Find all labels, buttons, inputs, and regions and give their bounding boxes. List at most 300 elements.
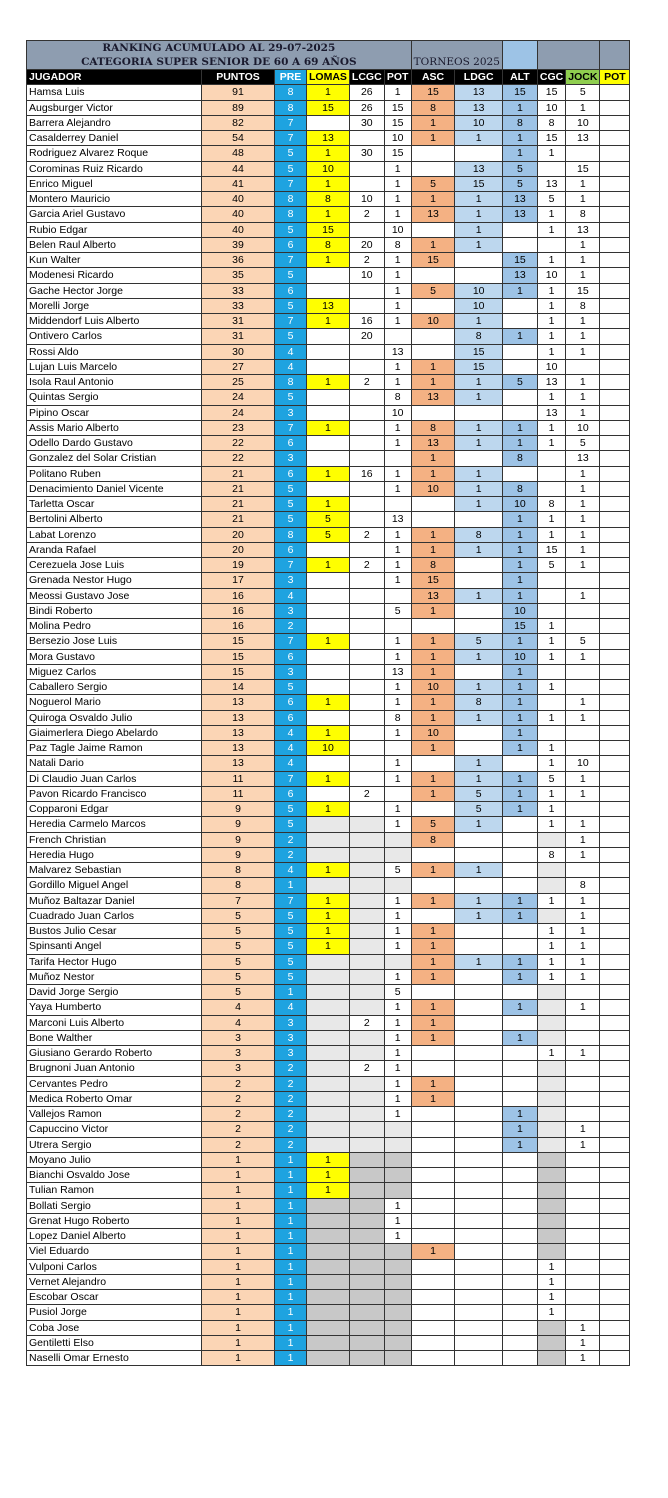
cell-alt: 1 <box>502 664 537 679</box>
cell-ldgc <box>455 1305 503 1320</box>
cell-ldgc: 1 <box>455 436 503 451</box>
cell-cgc: 1 <box>537 634 565 649</box>
cell-asc <box>411 1198 455 1213</box>
cell-alt <box>502 878 537 893</box>
cell-alt: 15 <box>502 253 537 268</box>
cell-lcgc <box>349 420 384 435</box>
cell-pre: 5 <box>275 481 307 496</box>
cell-player-name: Natali Dario <box>27 756 202 771</box>
cell-points: 16 <box>202 588 275 603</box>
cell-cgc <box>537 725 565 740</box>
cell-pot: 1 <box>384 1061 411 1076</box>
cell-points: 9 <box>202 817 275 832</box>
cell-pot2 <box>600 146 630 161</box>
ranking-table <box>26 40 630 1366</box>
cell-player-name: Bone Walther <box>27 1030 202 1045</box>
cell-pre: 6 <box>275 436 307 451</box>
cell-lcgc <box>349 680 384 695</box>
cell-alt: 10 <box>502 603 537 618</box>
cell-lcgc <box>349 222 384 237</box>
cell-lomas <box>307 359 350 374</box>
cell-alt: 13 <box>502 207 537 222</box>
cell-player-name: Heredia Carmelo Marcos <box>27 817 202 832</box>
table-row <box>27 1137 630 1152</box>
cell-lomas <box>307 1061 350 1076</box>
cell-cgc: 1 <box>537 1259 565 1274</box>
table-row <box>27 253 630 268</box>
cell-pot2 <box>600 588 630 603</box>
cell-player-name: Casalderrey Daniel <box>27 131 202 146</box>
cell-lomas <box>307 878 350 893</box>
cell-player-name: Giusiano Gerardo Roberto <box>27 1046 202 1061</box>
cell-alt: 5 <box>502 176 537 191</box>
cell-player-name: Moyano Julio <box>27 1152 202 1167</box>
cell-asc <box>411 512 455 527</box>
column-header-cgc: CGC <box>537 70 565 85</box>
cell-alt: 1 <box>502 725 537 740</box>
cell-lcgc <box>349 497 384 512</box>
cell-lcgc <box>349 588 384 603</box>
cell-pre: 5 <box>275 268 307 283</box>
cell-alt <box>502 390 537 405</box>
cell-ldgc <box>455 1046 503 1061</box>
cell-cgc <box>537 664 565 679</box>
cell-alt: 1 <box>502 573 537 588</box>
cell-player-name: Grenat Hugo Roberto <box>27 1213 202 1228</box>
cell-cgc <box>537 1229 565 1244</box>
cell-lcgc: 2 <box>349 207 384 222</box>
cell-pre: 5 <box>275 924 307 939</box>
cell-points: 27 <box>202 359 275 374</box>
cell-pot2 <box>600 939 630 954</box>
cell-asc: 1 <box>411 786 455 801</box>
cell-lomas <box>307 680 350 695</box>
cell-pot: 15 <box>384 100 411 115</box>
cell-ldgc: 1 <box>455 908 503 923</box>
cell-pot: 1 <box>384 1046 411 1061</box>
cell-asc: 1 <box>411 466 455 481</box>
cell-pot2 <box>600 237 630 252</box>
cell-asc <box>411 298 455 313</box>
cell-ldgc: 1 <box>455 375 503 390</box>
cell-pot: 5 <box>384 603 411 618</box>
table-row <box>27 436 630 451</box>
cell-lcgc <box>349 1107 384 1122</box>
cell-asc: 1 <box>411 603 455 618</box>
cell-points: 30 <box>202 344 275 359</box>
cell-cgc <box>537 237 565 252</box>
cell-lomas <box>307 283 350 298</box>
cell-cgc <box>537 588 565 603</box>
cell-lcgc: 10 <box>349 192 384 207</box>
cell-jock: 1 <box>566 786 600 801</box>
cell-pot <box>384 741 411 756</box>
cell-jock: 1 <box>566 1000 600 1015</box>
table-row <box>27 1213 630 1228</box>
cell-lomas <box>307 1244 350 1259</box>
cell-alt <box>502 1213 537 1228</box>
cell-player-name: Marconi Luis Alberto <box>27 1015 202 1030</box>
cell-asc <box>411 1046 455 1061</box>
cell-lomas <box>307 603 350 618</box>
cell-alt <box>502 344 537 359</box>
cell-pot2 <box>600 1091 630 1106</box>
cell-asc <box>411 985 455 1000</box>
cell-pre: 5 <box>275 969 307 984</box>
cell-ldgc: 1 <box>455 863 503 878</box>
cell-lomas <box>307 329 350 344</box>
cell-lomas <box>307 1198 350 1213</box>
cell-ldgc: 8 <box>455 329 503 344</box>
table-row <box>27 680 630 695</box>
cell-pot2 <box>600 1152 630 1167</box>
cell-asc: 5 <box>411 283 455 298</box>
cell-ldgc <box>455 451 503 466</box>
cell-cgc <box>537 1061 565 1076</box>
cell-alt <box>502 314 537 329</box>
cell-pre: 5 <box>275 222 307 237</box>
cell-pre: 2 <box>275 832 307 847</box>
cell-cgc <box>537 161 565 176</box>
cell-points: 54 <box>202 131 275 146</box>
cell-lomas <box>307 1320 350 1335</box>
cell-lomas: 1 <box>307 176 350 191</box>
cell-pot2 <box>600 924 630 939</box>
cell-alt: 10 <box>502 649 537 664</box>
cell-ldgc: 1 <box>455 466 503 481</box>
cell-asc <box>411 161 455 176</box>
cell-lcgc: 16 <box>349 466 384 481</box>
cell-lomas: 1 <box>307 939 350 954</box>
cell-pot2 <box>600 756 630 771</box>
cell-lomas: 1 <box>307 420 350 435</box>
cell-cgc: 1 <box>537 420 565 435</box>
cell-pot: 1 <box>384 253 411 268</box>
cell-asc: 1 <box>411 664 455 679</box>
cell-points: 11 <box>202 771 275 786</box>
cell-cgc: 1 <box>537 283 565 298</box>
cell-ldgc: 1 <box>455 497 503 512</box>
cell-pot <box>384 1320 411 1335</box>
cell-lomas: 1 <box>307 908 350 923</box>
cell-jock <box>566 1091 600 1106</box>
cell-pot: 1 <box>384 1076 411 1091</box>
cell-pot2 <box>600 253 630 268</box>
cell-pot2 <box>600 466 630 481</box>
cell-jock: 1 <box>566 939 600 954</box>
cell-jock: 5 <box>566 634 600 649</box>
table-row <box>27 558 630 573</box>
cell-lcgc <box>349 969 384 984</box>
cell-player-name: Gache Hector Jorge <box>27 283 202 298</box>
cell-cgc <box>537 1198 565 1213</box>
cell-points: 15 <box>202 649 275 664</box>
cell-jock: 1 <box>566 1137 600 1152</box>
cell-lomas <box>307 664 350 679</box>
cell-pot: 1 <box>384 314 411 329</box>
table-row <box>27 1274 630 1289</box>
cell-asc <box>411 1107 455 1122</box>
cell-player-name: Bollati Sergio <box>27 1198 202 1213</box>
cell-lomas: 13 <box>307 131 350 146</box>
cell-asc <box>411 1168 455 1183</box>
table-row <box>27 786 630 801</box>
cell-pre: 2 <box>275 1076 307 1091</box>
cell-player-name: Vernet Alejandro <box>27 1274 202 1289</box>
cell-asc <box>411 1305 455 1320</box>
cell-lomas <box>307 1259 350 1274</box>
cell-lcgc <box>349 1244 384 1259</box>
cell-asc <box>411 1137 455 1152</box>
table-row <box>27 863 630 878</box>
cell-pot2 <box>600 1198 630 1213</box>
cell-points: 2 <box>202 1076 275 1091</box>
cell-alt: 1 <box>502 1030 537 1045</box>
cell-asc: 1 <box>411 542 455 557</box>
table-row <box>27 1152 630 1167</box>
cell-ldgc: 1 <box>455 710 503 725</box>
cell-player-name: Odello Dardo Gustavo <box>27 436 202 451</box>
table-row <box>27 893 630 908</box>
cell-lcgc <box>349 847 384 862</box>
cell-pre: 1 <box>275 1290 307 1305</box>
cell-cgc <box>537 1015 565 1030</box>
cell-pre: 5 <box>275 908 307 923</box>
cell-pre: 3 <box>275 664 307 679</box>
cell-pre: 7 <box>275 634 307 649</box>
cell-points: 40 <box>202 207 275 222</box>
cell-lcgc <box>349 1351 384 1366</box>
cell-lcgc: 2 <box>349 375 384 390</box>
cell-lcgc: 2 <box>349 1015 384 1030</box>
column-header-alt: ALT <box>502 70 537 85</box>
cell-lcgc <box>349 1122 384 1137</box>
cell-pot2 <box>600 161 630 176</box>
cell-pot2 <box>600 131 630 146</box>
cell-pre: 5 <box>275 390 307 405</box>
cell-pot2 <box>600 100 630 115</box>
cell-ldgc <box>455 1107 503 1122</box>
cell-pot: 1 <box>384 1107 411 1122</box>
cell-points: 8 <box>202 878 275 893</box>
cell-cgc <box>537 908 565 923</box>
cell-jock <box>566 725 600 740</box>
cell-pre: 2 <box>275 1107 307 1122</box>
cell-cgc: 15 <box>537 85 565 100</box>
cell-jock <box>566 1015 600 1030</box>
cell-points: 2 <box>202 1091 275 1106</box>
cell-alt <box>502 939 537 954</box>
cell-pot2 <box>600 1305 630 1320</box>
cell-lcgc <box>349 924 384 939</box>
cell-player-name: Di Claudio Juan Carlos <box>27 771 202 786</box>
cell-cgc: 5 <box>537 192 565 207</box>
cell-pot2 <box>600 725 630 740</box>
cell-pot2 <box>600 329 630 344</box>
cell-pre: 7 <box>275 176 307 191</box>
cell-jock: 8 <box>566 207 600 222</box>
cell-pot <box>384 1152 411 1167</box>
cell-pot2 <box>600 115 630 130</box>
cell-lomas <box>307 649 350 664</box>
cell-pot: 1 <box>384 359 411 374</box>
cell-jock: 1 <box>566 237 600 252</box>
cell-pre: 1 <box>275 1305 307 1320</box>
cell-ldgc: 1 <box>455 649 503 664</box>
cell-alt: 15 <box>502 619 537 634</box>
header-extra <box>600 41 630 70</box>
cell-pot: 1 <box>384 908 411 923</box>
cell-points: 3 <box>202 1030 275 1045</box>
cell-ldgc: 1 <box>455 420 503 435</box>
cell-lcgc <box>349 1137 384 1152</box>
cell-lomas: 15 <box>307 100 350 115</box>
cell-ldgc: 1 <box>455 314 503 329</box>
column-header-pre: PRE <box>275 70 307 85</box>
cell-pre: 1 <box>275 1335 307 1350</box>
cell-cgc <box>537 573 565 588</box>
cell-jock <box>566 1107 600 1122</box>
cell-ldgc: 1 <box>455 680 503 695</box>
cell-jock <box>566 1198 600 1213</box>
cell-lomas <box>307 817 350 832</box>
cell-cgc <box>537 1137 565 1152</box>
cell-pot: 1 <box>384 969 411 984</box>
cell-lomas: 1 <box>307 863 350 878</box>
cell-ldgc <box>455 1198 503 1213</box>
cell-points: 16 <box>202 619 275 634</box>
cell-pre: 1 <box>275 1244 307 1259</box>
cell-asc <box>411 405 455 420</box>
table-row <box>27 405 630 420</box>
cell-lcgc: 26 <box>349 85 384 100</box>
cell-alt <box>502 1015 537 1030</box>
cell-cgc: 1 <box>537 619 565 634</box>
table-row <box>27 1046 630 1061</box>
cell-pot2 <box>600 1290 630 1305</box>
cell-cgc: 1 <box>537 390 565 405</box>
table-row <box>27 924 630 939</box>
table-row <box>27 1183 630 1198</box>
cell-points: 31 <box>202 314 275 329</box>
cell-lomas <box>307 573 350 588</box>
cell-alt: 1 <box>502 542 537 557</box>
cell-player-name: Kun Walter <box>27 253 202 268</box>
cell-cgc: 5 <box>537 558 565 573</box>
cell-pot: 1 <box>384 207 411 222</box>
cell-alt: 1 <box>502 802 537 817</box>
cell-cgc: 1 <box>537 207 565 222</box>
cell-alt <box>502 466 537 481</box>
cell-asc: 8 <box>411 420 455 435</box>
cell-lcgc <box>349 863 384 878</box>
table-row <box>27 497 630 512</box>
cell-lcgc <box>349 573 384 588</box>
cell-alt: 1 <box>502 146 537 161</box>
column-header-pot: POT <box>384 70 411 85</box>
cell-jock: 1 <box>566 497 600 512</box>
table-row <box>27 1229 630 1244</box>
cell-alt <box>502 924 537 939</box>
cell-pot <box>384 954 411 969</box>
cell-jock: 1 <box>566 969 600 984</box>
cell-player-name: Giaimerlera Diego Abelardo <box>27 725 202 740</box>
cell-alt <box>502 1183 537 1198</box>
cell-jock <box>566 1229 600 1244</box>
cell-points: 8 <box>202 863 275 878</box>
cell-lcgc <box>349 344 384 359</box>
cell-ldgc <box>455 1152 503 1167</box>
cell-pot: 8 <box>384 237 411 252</box>
cell-points: 17 <box>202 573 275 588</box>
cell-pot2 <box>600 1061 630 1076</box>
cell-player-name: Bertolini Alberto <box>27 512 202 527</box>
cell-cgc: 1 <box>537 786 565 801</box>
cell-ldgc: 13 <box>455 85 503 100</box>
cell-alt: 1 <box>502 420 537 435</box>
cell-pre: 1 <box>275 1274 307 1289</box>
cell-pot2 <box>600 1168 630 1183</box>
cell-cgc <box>537 1076 565 1091</box>
cell-lomas <box>307 619 350 634</box>
cell-pot2 <box>600 375 630 390</box>
cell-cgc: 10 <box>537 268 565 283</box>
cell-ldgc <box>455 1274 503 1289</box>
cell-asc: 1 <box>411 1076 455 1091</box>
cell-pot2 <box>600 817 630 832</box>
cell-lomas: 1 <box>307 1183 350 1198</box>
cell-pot2 <box>600 863 630 878</box>
cell-pot2 <box>600 268 630 283</box>
cell-lcgc <box>349 359 384 374</box>
table-row <box>27 298 630 313</box>
cell-jock: 8 <box>566 878 600 893</box>
cell-pot2 <box>600 1351 630 1366</box>
cell-points: 1 <box>202 1351 275 1366</box>
cell-points: 22 <box>202 436 275 451</box>
cell-jock: 1 <box>566 908 600 923</box>
cell-player-name: Garcia Ariel Gustavo <box>27 207 202 222</box>
cell-lomas: 5 <box>307 527 350 542</box>
cell-lcgc <box>349 619 384 634</box>
cell-jock: 1 <box>566 100 600 115</box>
cell-cgc <box>537 1091 565 1106</box>
cell-lomas <box>307 954 350 969</box>
cell-lcgc <box>349 756 384 771</box>
cell-asc <box>411 1351 455 1366</box>
cell-points: 4 <box>202 1015 275 1030</box>
cell-player-name: Labat Lorenzo <box>27 527 202 542</box>
cell-asc <box>411 329 455 344</box>
cell-points: 21 <box>202 497 275 512</box>
cell-ldgc <box>455 1259 503 1274</box>
cell-jock: 1 <box>566 588 600 603</box>
cell-lomas <box>307 390 350 405</box>
cell-pre: 3 <box>275 1046 307 1061</box>
cell-pot2 <box>600 786 630 801</box>
cell-points: 40 <box>202 192 275 207</box>
cell-player-name: Pipino Oscar <box>27 405 202 420</box>
cell-points: 21 <box>202 512 275 527</box>
cell-pre: 2 <box>275 1137 307 1152</box>
cell-pot: 1 <box>384 527 411 542</box>
cell-pot: 1 <box>384 466 411 481</box>
table-row <box>27 481 630 496</box>
table-row <box>27 85 630 100</box>
cell-lcgc: 10 <box>349 268 384 283</box>
cell-player-name: Middendorf Luis Alberto <box>27 314 202 329</box>
cell-asc: 5 <box>411 817 455 832</box>
